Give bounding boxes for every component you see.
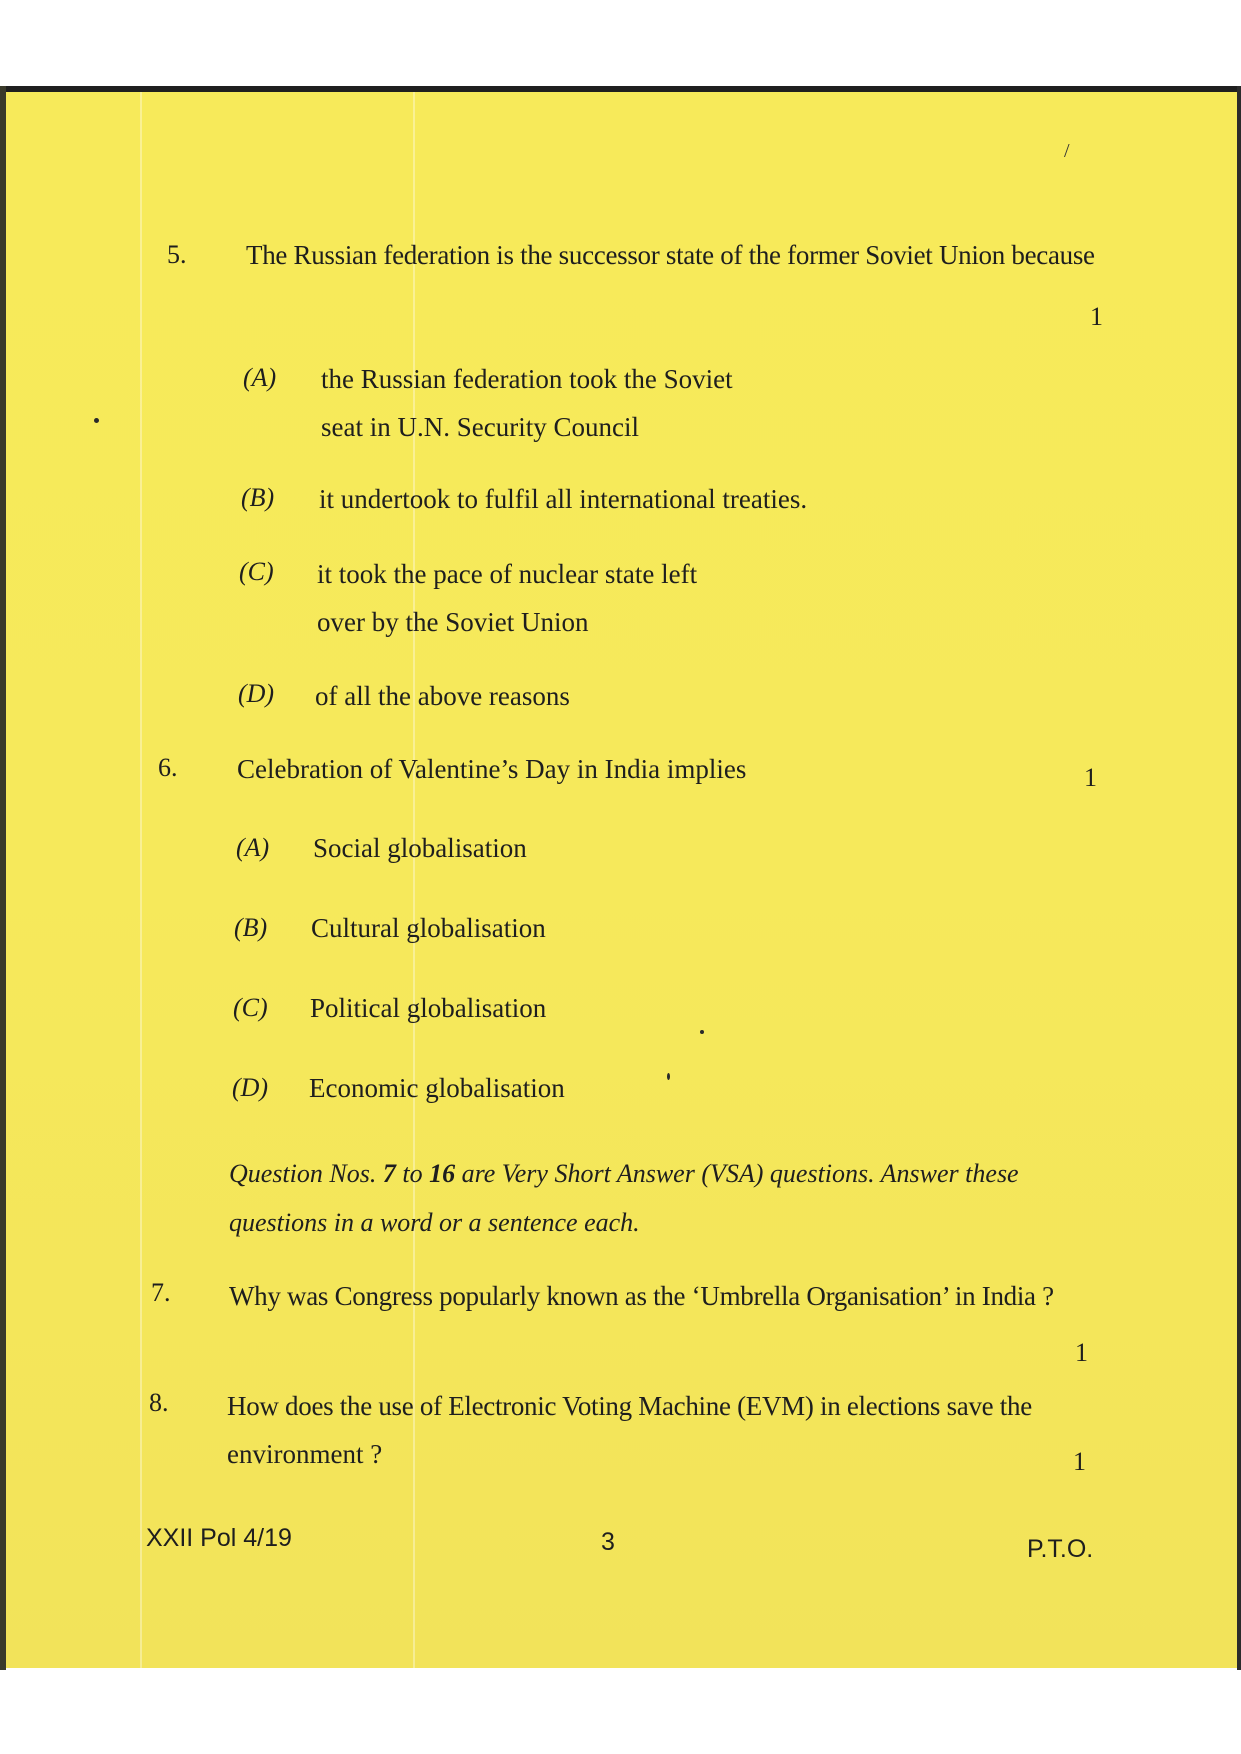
section-instruction: Question Nos. 7 to 16 are Very Short Answer (VSA) questions. Answer these [229,1159,1019,1188]
paper-fold-line [140,88,142,1668]
question-marks: 1 [1075,1338,1088,1367]
scan-speck [700,1030,704,1034]
page-right-edge [1237,86,1241,1670]
question-text: environment ? [227,1439,383,1469]
option-text: Social globalisation [313,833,527,863]
option-text: it undertook to fulfil all international treaties. [319,484,808,514]
option-label: (C) [239,557,274,586]
option-text: Cultural globalisation [311,913,546,943]
option-label: (A) [243,363,277,392]
page-number: 3 [601,1528,615,1556]
option-label: (B) [234,913,268,942]
question-number: 8. [149,1388,169,1417]
question-text: Celebration of Valentine’s Day in India implies [237,754,747,784]
paper-code: XXII Pol 4/19 [146,1524,292,1552]
option-text: it took the pace of nuclear state left [317,559,698,589]
page-left-edge [0,86,6,1670]
option-text: seat in U.N. Security Council [321,412,639,442]
scan-speck [667,1073,670,1080]
question-text: Why was Congress popularly known as the ‘Umbrella Organisation’ in India ? [229,1281,1054,1311]
option-text: over by the Soviet Union [317,607,589,637]
option-text: of all the above reasons [315,681,570,711]
question-number: 5. [167,240,187,269]
pen-mark: / [1064,140,1070,162]
page-turn-note: P.T.O. [1027,1535,1094,1563]
exam-page [0,88,1241,1668]
question-marks: 1 [1090,302,1103,331]
question-marks: 1 [1073,1447,1086,1476]
paper-fold-line [413,88,415,1668]
option-label: (B) [241,483,275,512]
question-text: The Russian federation is the successor state of the former Soviet Union because [246,240,1095,270]
option-text: the Russian federation took the Soviet [321,364,733,394]
question-number: 7. [151,1278,171,1307]
section-instruction-line2: questions in a word or a sentence each. [229,1208,640,1237]
option-label: (A) [236,833,270,862]
option-text: Political globalisation [310,993,547,1023]
option-label: (D) [238,679,275,708]
option-label: (C) [233,993,268,1022]
question-marks: 1 [1084,763,1097,792]
option-label: (D) [232,1073,269,1102]
scan-speck [94,418,99,423]
question-number: 6. [158,753,178,782]
option-text: Economic globalisation [309,1073,565,1103]
page-top-edge [0,86,1241,92]
question-text: How does the use of Electronic Voting Machine (EVM) in elections save the [227,1391,1032,1421]
